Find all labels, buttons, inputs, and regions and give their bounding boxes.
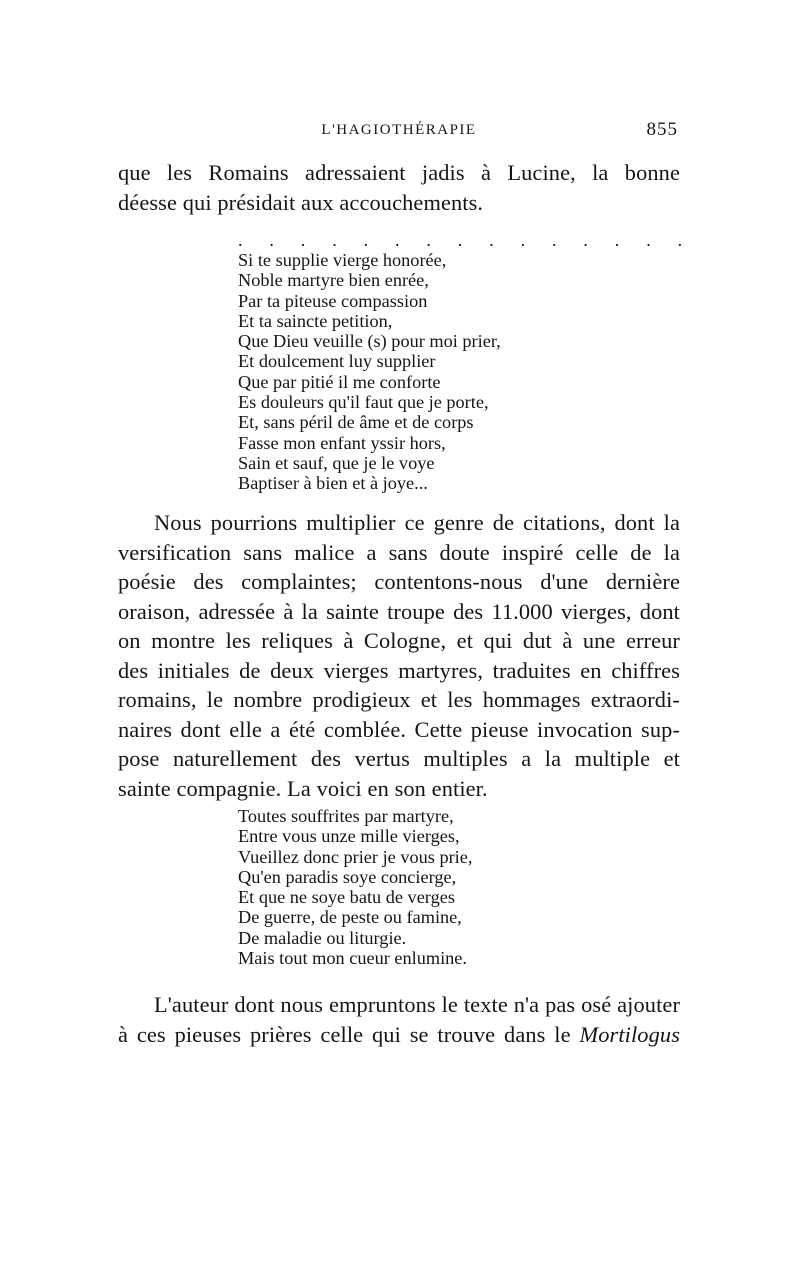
verse-line: Toutes souffrites par martyre, [238, 806, 454, 826]
verse-one [238, 250, 578, 494]
verse-line: De maladie ou liturgie. [238, 927, 407, 948]
verse-line: Es douleurs qu'il faut que je porte, [238, 392, 489, 413]
paragraph-line: naires dont elle a été comblée. Cette pieuse invocation sup- [118, 716, 680, 742]
closing-paragraph [118, 990, 680, 1049]
paragraph-line [118, 1020, 680, 1050]
verse-line: Et doulcement luy supplier [238, 351, 436, 372]
paragraph-line: que les Romains adressaient jadis à Lucine, la bonne [118, 160, 680, 185]
verse-line: Sain et sauf, que je le voye [238, 452, 435, 473]
middle-paragraph [118, 508, 680, 803]
verse-line: Si te supplie vierge honorée, [238, 250, 447, 270]
paragraph-line: versification sans malice a sans doute inspiré celle de la [118, 539, 680, 565]
paragraph-line: des initiales de deux vierges martyres, traduites en chiffres [118, 657, 680, 683]
paragraph-line: sainte compagnie. La voici en son entier. [118, 775, 488, 801]
paragraph-line: déesse qui présidait aux accouchements. [118, 189, 484, 215]
paragraph-line-text: à ces pieuses prières celle qui se trouve dans le [118, 1021, 571, 1047]
verse-line: Et que ne soye batu de verges [238, 887, 455, 908]
paragraph-line: Nous pourrions multiplier ce genre de citations, dont la [154, 510, 680, 535]
verse-line: Mais tout mon cueur enlumine. [238, 948, 467, 969]
verse-line: Que Dieu veuille (s) pour moi prier, [238, 331, 501, 352]
page-number: 855 [646, 119, 678, 140]
verse-line: Et, sans péril de âme et de corps [238, 412, 474, 433]
book-title-mortilogus: Mortilogus [579, 1021, 681, 1047]
paragraph-line: L'auteur dont nous empruntons le texte n'a pas osé ajouter [154, 992, 680, 1017]
opening-paragraph [118, 158, 680, 217]
verse-line: Fasse mon enfant yssir hors, [238, 432, 446, 453]
running-head [118, 118, 680, 142]
paragraph-line: pose naturellement des vertus multiples a la multiple et [118, 746, 680, 771]
paragraph-line: poésie des complaintes; contentons-nous d'une dernière [118, 569, 680, 594]
paragraph-line: oraison, adressée à la sainte troupe des 11.000 vierges, dont [118, 598, 680, 624]
verse-line: Par ta piteuse compassion [238, 290, 428, 311]
verse-two [238, 806, 578, 968]
running-title: L'HAGIOTHÉRAPIE [321, 122, 477, 138]
verse-line: Et ta saincte petition, [238, 310, 393, 331]
verse-line: Noble martyre bien enrée, [238, 270, 429, 291]
paragraph-line: on montre les reliques à Cologne, et qui dut à une erreur [118, 628, 680, 653]
verse-line: Qu'en paradis soye concierge, [238, 866, 457, 887]
verse-line: Vueillez donc prier je vous prie, [238, 846, 473, 867]
ellipsis-row: . . . . . . . . . . . . . . . [238, 230, 694, 250]
verse-line: Que par pitié il me conforte [238, 371, 441, 392]
paragraph-line: romains, le nombre prodigieux et les hommages extraordi- [118, 687, 680, 712]
verse-line: Entre vous unze mille vierges, [238, 826, 460, 847]
verse-line: De guerre, de peste ou famine, [238, 907, 462, 928]
verse-line: Baptiser à bien et à joye... [238, 473, 428, 494]
